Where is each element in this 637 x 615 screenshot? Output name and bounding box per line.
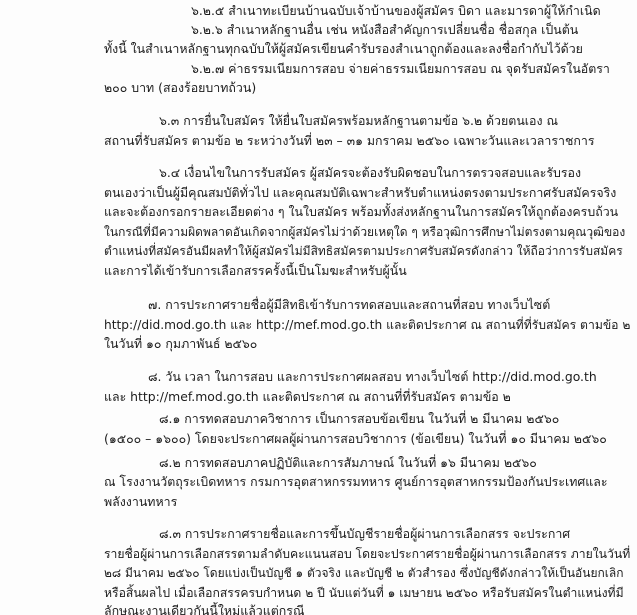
text-line: และจะต้องกรอกรายละเอียดต่าง ๆ ในใบสมัคร พร้อมทั้งส่งหลักฐานในการสมัครให้ถูกต้องครบถ้วน: [104, 204, 619, 219]
text-line: พลังงานทหาร: [104, 494, 178, 509]
text-line: ลักษณะงานเดียวกันนี้ใหม่แล้วแต่กรณี: [104, 603, 305, 615]
text-line: ๘.๒ การทดสอบภาคปฏิบัติและการสัมภาษณ์ ในวันที่ ๑๖ มีนาคม ๒๕๖๐: [159, 455, 537, 470]
text-line: สถานที่รับสมัคร ตามข้อ ๒ ระหว่างวันที่ ๒๓ – ๓๑ มกราคม ๒๕๖๐ เฉพาะวันและเวลาราชการ: [104, 133, 595, 148]
text-line: ๒๘ มีนาคม ๒๕๖๐ โดยแบ่งเป็นบัญชี ๑ ตัวจริง และบัญชี ๒ ตัวสำรอง ซึ่งบัญชีดังกล่าวให้เป็นอันยกเลิก: [104, 566, 624, 580]
text-line: ทั้งนี้ ในสำเนาหลักฐานทุกฉบับให้ผู้สมัครเขียนคำรับรองสำเนาถูกต้องและลงชื่อกำกับไว้ด้วย: [104, 41, 583, 56]
text-line: หรือสิ้นผลไป เมื่อเลือกสรรครบกำหนด ๒ ปี นับแต่วันที่ ๑ เมษายน ๒๕๖๐ หรือรับสมัครในตำแหน่งที่มี: [104, 586, 624, 600]
text-line: ในกรณีที่มีความผิดพลาดอันเกิดจากผู้สมัครไม่ว่าด้วยเหตุใด ๆ หรือวุฒิการศึกษาไม่ตรงตามคุณวุฒิของ: [104, 225, 626, 239]
text-line: ณ โรงงานวัตถุระเบิดทหาร กรมการอุตสาหกรรมทหาร ศูนย์การอุตสาหกรรมป้องกันประเทศและ: [104, 474, 608, 489]
text-line: ตำแหน่งที่สมัครอันมีผลทำให้ผู้สมัครไม่มีสิทธิสมัครตามประกาศรับสมัครดังกล่าว ให้ถือว่าการรับสมัคร: [104, 244, 623, 258]
text-line: ๖.๒.๖ สำเนาหลักฐานอื่น เช่น หนังสือสำคัญการเปลี่ยนชื่อ ชื่อสกุล เป็นต้น: [191, 22, 579, 37]
section-heading: ๘. วัน เวลา ในการสอบ และการประกาศผลสอบ ทางเว็บไซต์ http://did.mod.go.th: [148, 369, 597, 384]
text-line: ๖.๒.๕ สำเนาทะเบียนบ้านฉบับเจ้าบ้านของผู้สมัคร บิดา และมารดาผู้ให้กำเนิด: [191, 3, 601, 18]
text-line: ๒๐๐ บาท (สองร้อยบาทถ้วน): [104, 80, 257, 95]
text-line: และ http://mef.mod.go.th และติดประกาศ ณ สถานที่ที่รับสมัคร ตามข้อ ๒: [104, 389, 511, 404]
text-line: ๖.๔ เงื่อนไขในการรับสมัคร ผู้สมัครจะต้องรับผิดชอบในการตรวจสอบและรับรอง: [159, 165, 582, 180]
text-line: ในวันที่ ๑๐ กุมภาพันธ์ ๒๕๖๐: [104, 336, 258, 351]
text-line: ๖.๓ การยื่นใบสมัคร ให้ยื่นใบสมัครพร้อมหลักฐานตามข้อ ๖.๒ ด้วยตนเอง ณ: [159, 113, 558, 128]
text-line: ๖.๒.๗ ค่าธรรมเนียมการสอบ จ่ายค่าธรรมเนียมการสอบ ณ จุดรับสมัครในอัตรา: [191, 61, 610, 76]
text-line: http://did.mod.go.th และ http://mef.mod.go.th และติดประกาศ ณ สถานที่ที่รับสมัคร ตามข้อ ๒: [104, 318, 631, 332]
text-line: ๘.๓ การประกาศรายชื่อและการขึ้นบัญชีรายชื่อผู้ผ่านการเลือกสรร จะประกาศ: [159, 526, 571, 541]
section-heading: ๗. การประกาศรายชื่อผู้มีสิทธิเข้ารับการทดสอบและสถานที่สอบ ทางเว็บไซต์: [148, 297, 551, 312]
text-line: ตนเองว่าเป็นผู้มีคุณสมบัติทั่วไป และคุณสมบัติเฉพาะสำหรับตำแหน่งตรงตามประกาศรับสมัครจริง: [104, 185, 617, 200]
text-line: ๘.๑ การทดสอบภาควิชาการ เป็นการสอบข้อเขียน ในวันที่ ๒ มีนาคม ๒๕๖๐: [159, 411, 560, 426]
text-line: รายชื่อผู้ผ่านการเลือกสรรตามลำดับคะแนนสอบ โดยจะประกาศรายชื่อผู้ผ่านการเลือกสรร ภายในวันที่: [104, 547, 631, 561]
text-line: (๑๕๐๐ – ๑๖๐๐) โดยจะประกาศผลผู้ผ่านการสอบวิชาการ (ข้อเขียน) ในวันที่ ๑๐ มีนาคม ๒๕๖๐: [104, 431, 607, 446]
text-line: และการได้เข้ารับการเลือกสรรครั้งนี้เป็นโมฆะสำหรับผู้นั้น: [104, 263, 407, 278]
